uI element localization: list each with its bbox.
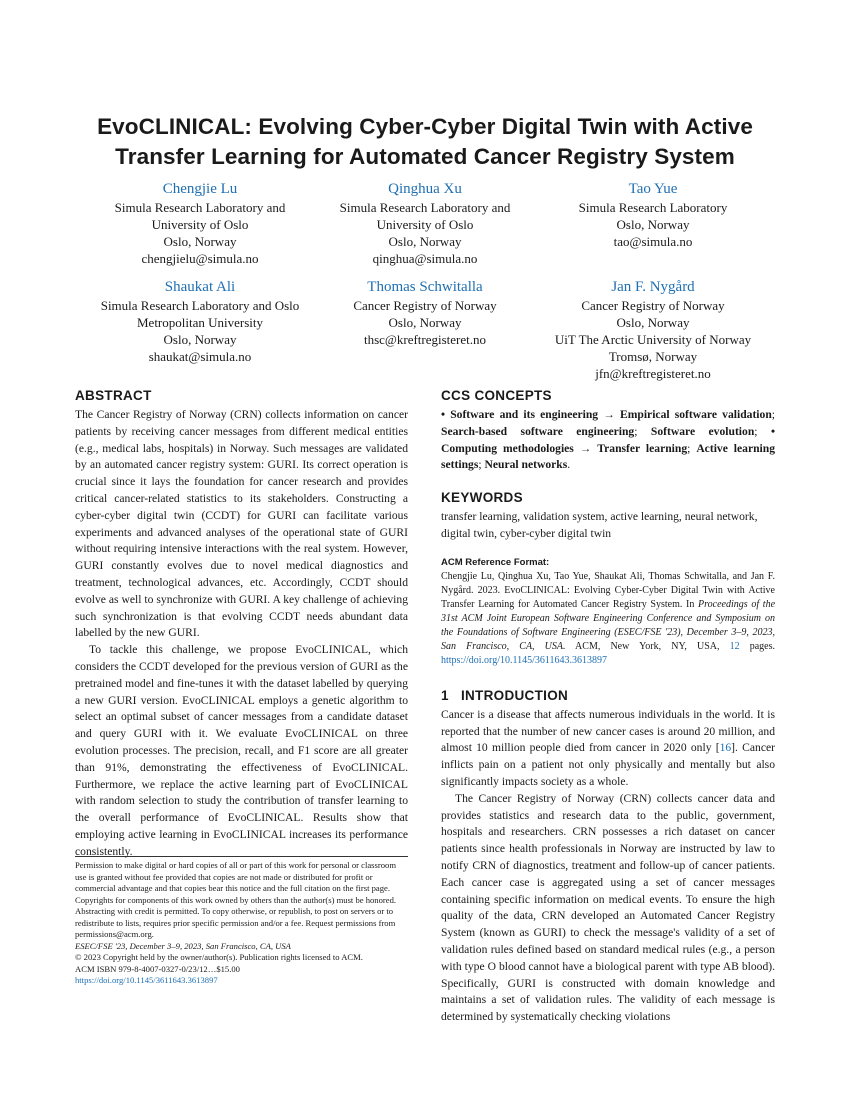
acm-ref-venue: Proceedings of the 31st ACM Joint European Software Engineering Conference and Symposium on the Foundations of Software Engineering (ESEC/FSE '23), December 3–9, 2023, San Francisco, CA, USA.	[441, 598, 776, 652]
title-line-2: Transfer Learning for Automated Cancer Registry System	[115, 144, 735, 169]
author-affiliation: University of Oslo	[376, 217, 474, 232]
ccs-term: Empirical software validation	[620, 408, 772, 421]
author-email: tao@simula.no	[613, 234, 693, 249]
ccs-term: Transfer learning	[597, 441, 688, 455]
citation-link[interactable]: 16	[719, 741, 732, 755]
copyright-line: © 2023 Copyright held by the owner/author(s). Publication rights licensed to ACM.	[75, 952, 363, 962]
keywords-text: transfer learning, validation system, active learning, neural network, digital twin, cyber-cyber digital twin	[441, 510, 758, 540]
author-name[interactable]: Tao Yue	[628, 181, 678, 197]
author-email: shaukat@simula.no	[148, 349, 252, 364]
abstract-paragraph-1: The Cancer Registry of Norway (CRN) collects information on cancer patients by receiving cancer messages from different medical entities (e.g., medical labs, hospitals) in Norway. Such messages are validated by an automated cancer registry system: GURI. Its correct operation is crucial since it lays the foundation for cancer research and provides critical cancer-related statistics to its stakeholders. Constructing a cyber-cyber digital twin (CCDT) for GURI can facilitate various experiments and advanced analyses of the operational state of GURI without requiring intensive interactions with the real system. However, GURI constantly evolves due to novel medical diagnostics and treatment, technological advances, etc. Accordingly, CCDT should evolve as well to synchronize with GURI. A key challenge of achieving such synchronization is that evolving CCDT needs abundant data labelled by the new GURI.	[75, 408, 408, 640]
author-name[interactable]: Chengjie Lu	[162, 181, 238, 197]
author-location: Oslo, Norway	[616, 217, 690, 232]
author-location: Oslo, Norway	[388, 234, 462, 249]
ccs-term: Search-based software engineering	[441, 424, 635, 438]
author-email: jfn@kreftregisteret.no	[595, 366, 711, 381]
page-count-link[interactable]: 12	[729, 640, 740, 652]
author-affiliation: Simula Research Laboratory and Oslo	[100, 298, 300, 313]
permission-notice: Permission to make digital or hard copies of all or part of this work for personal or classroom use is granted without fee provided that copies are not made or distributed for profit or commercial advantage and that copies bear this notice and the full citation on the first page. Copyrights for components of this work owned by others than the author(s) must be honored. Abstracting with credit is permitted. To copy otherwise, or republish, to post on servers or to redistribute to lists, requires prior specific permission and/or a fee. Request permissions from permissions@acm.org.	[75, 860, 397, 939]
author-affiliation: Simula Research Laboratory	[578, 200, 728, 215]
author-block	[305, 277, 545, 348]
author-affiliation: UiT The Arctic University of Norway	[554, 332, 752, 347]
acm-reference	[441, 570, 775, 668]
author-block	[80, 277, 320, 365]
author-name[interactable]: Thomas Schwitalla	[367, 279, 483, 295]
isbn-line: ACM ISBN 979-8-4007-0327-0/23/12…$15.00	[75, 963, 240, 974]
author-affiliation: Simula Research Laboratory and	[339, 200, 511, 215]
ccs-term: • Computing methodologies	[441, 424, 775, 455]
intro-text: Cancer is a disease that affects numerous individuals in the world. It is reported that the number of new cancer cases is around 20 million, and almost 10 million people died from cancer in 2020 only [	[441, 707, 775, 755]
author-name[interactable]: Shaukat Ali	[164, 279, 236, 295]
ccs-arrow: →	[573, 441, 598, 455]
author-location: Oslo, Norway	[163, 234, 237, 249]
ccs-separator: ;	[771, 408, 776, 421]
ccs-term: Software evolution	[650, 424, 755, 438]
ccs-separator: ;	[634, 424, 651, 438]
copyright-footnote	[75, 856, 408, 987]
ccs-separator: ;	[687, 441, 697, 455]
right-column	[441, 388, 775, 1026]
introduction-heading: 1 INTRODUCTION	[441, 687, 569, 703]
acm-ref-text: ACM, New York, NY, USA,	[565, 640, 730, 652]
ccs-term: Neural networks	[484, 458, 568, 472]
author-location: Oslo, Norway	[616, 315, 690, 330]
keywords-heading: KEYWORDS	[441, 490, 523, 506]
author-name[interactable]: Jan F. Nygård	[611, 279, 695, 295]
venue-line: ESEC/FSE '23, December 3–9, 2023, San Francisco, CA, USA	[75, 940, 291, 951]
ccs-heading: CCS CONCEPTS	[441, 388, 552, 403]
ccs-separator: ;	[478, 458, 485, 472]
ccs-concepts	[441, 407, 775, 474]
author-block	[80, 179, 320, 267]
abstract-paragraph-2: To tackle this challenge, we propose EvoCLINICAL, which considers the CCDT developed for the previous version of GURI as the pretrained model and fine-tunes it with the dataset labelled by querying a new GURI version. EvoCLINICAL employs a genetic algorithm to select an optimal subset of cancer messages from a candidate dataset and query GURI with it. We evaluate EvoCLINICAL on three evolution processes. The precision, recall, and F1 score are all greater than 91%, demonstrating the effectiveness of EvoCLINICAL. Furthermore, we replace the active learning part of EvoCLINICAL with random selection to study the contribution of transfer learning to the overall performance of EvoCLINICAL. Results show that employing active learning in EvoCLINICAL increases its performance consistently.	[75, 643, 408, 858]
acm-ref-heading: ACM Reference Format:	[441, 556, 550, 568]
intro-text: ]. Cancer inflicts pain on a patient not only physically and mentally but also significantly impacts society as a whole.	[441, 741, 775, 788]
acm-ref-text: Chengjie Lu, Qinghua Xu, Tao Yue, Shaukat Ali, Thomas Schwitalla, and Jan F. Nygård. 2023. EvoCLINICAL: Evolving Cyber-Cyber Digital Twin with Active Transfer Learning for Automated Cancer Registry System. In	[441, 570, 775, 610]
author-affiliation: University of Oslo	[151, 217, 249, 232]
author-email: chengjielu@simula.no	[141, 251, 259, 266]
author-location: Tromsø, Norway	[608, 349, 698, 364]
ccs-separator: ;	[754, 424, 771, 438]
author-affiliation: Simula Research Laboratory and	[114, 200, 286, 215]
ccs-term: Active learning settings	[441, 441, 776, 472]
acm-ref-text: pages.	[739, 640, 776, 652]
intro-paragraph-1	[441, 707, 775, 791]
abstract-heading: ABSTRACT	[75, 388, 152, 403]
ccs-term: • Software and its engineering	[441, 408, 599, 421]
author-affiliation: Cancer Registry of Norway	[581, 298, 725, 313]
ccs-end: .	[567, 458, 571, 472]
left-column	[75, 388, 408, 861]
intro-paragraph-2: The Cancer Registry of Norway (CRN) collects cancer data and provides statistics and research data to the public, government, hospitals and researchers. CRN possesses a rich dataset on cancer patients since health professionals in Norway are instructed by law to notify CRN of diagnostics, treatment and follow-up of cancer patients. Each cancer case is aggregated using a set of cancer messages containing specific information on medical events. To ensure the high quality of the data, CRN developed an Automated Cancer Registry System (known as GURI) to check the message's validity of a set of validation rules defined based on standard medical rules (e.g., a person with type O blood cannot have a biological parent with type AB blood). Specifically, GURI is constructed with domain knowledge and maintains a set of validation rules. The validity of each message is determined by systematically checking violations	[441, 791, 775, 1024]
author-location: Oslo, Norway	[163, 332, 237, 347]
author-block	[533, 179, 773, 250]
author-affiliation: Cancer Registry of Norway	[353, 298, 497, 313]
author-block	[305, 179, 545, 267]
title-line-1: EvoCLINICAL: Evolving Cyber-Cyber Digital Twin with Active	[97, 114, 753, 139]
ccs-arrow: →	[598, 408, 620, 421]
acm-ref-doi-link[interactable]: https://doi.org/10.1145/3611643.3613897	[441, 654, 608, 666]
author-name[interactable]: Qinghua Xu	[388, 181, 462, 197]
author-affiliation: Metropolitan University	[136, 315, 263, 330]
author-location: Oslo, Norway	[388, 315, 462, 330]
paper-title	[60, 112, 790, 172]
author-email: qinghua@simula.no	[372, 251, 478, 266]
doi-link[interactable]: https://doi.org/10.1145/3611643.3613897	[75, 975, 218, 985]
author-email: thsc@kreftregisteret.no	[363, 332, 487, 347]
author-block	[533, 277, 773, 382]
